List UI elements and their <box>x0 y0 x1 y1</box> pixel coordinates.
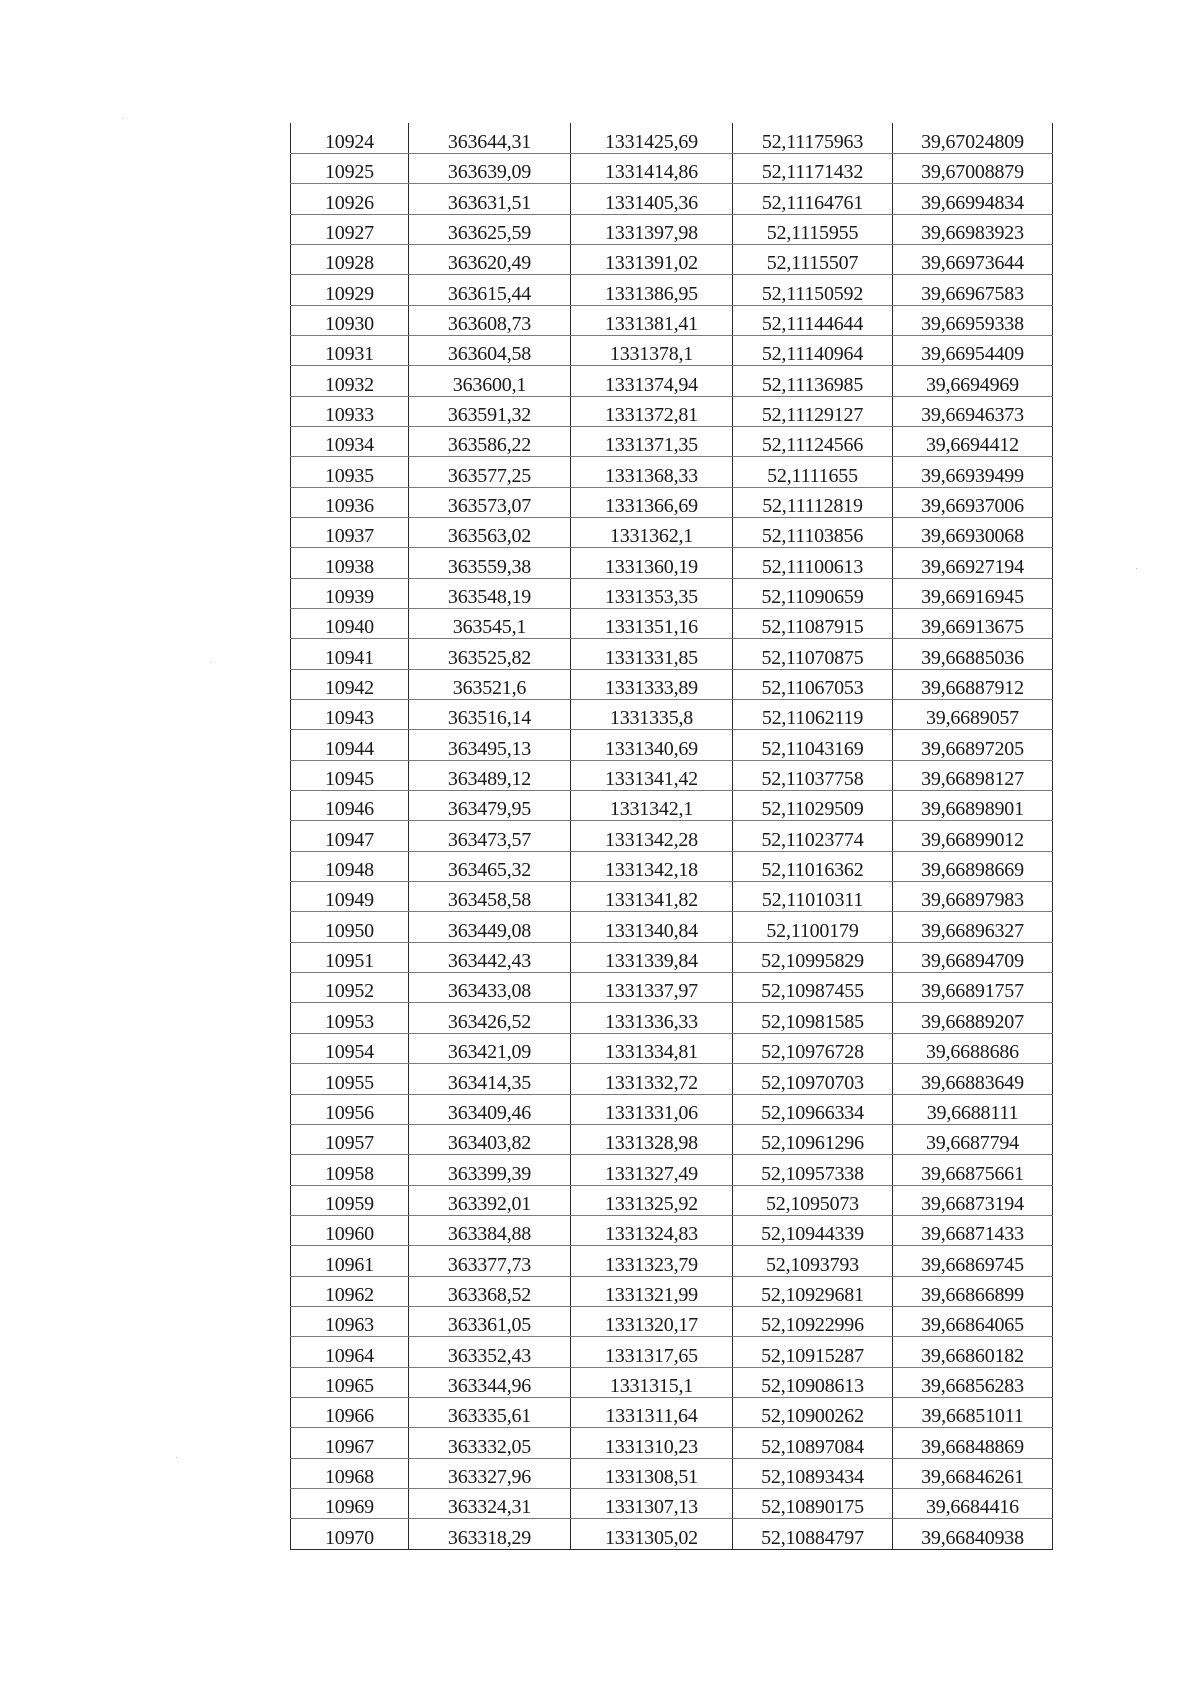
point-number-cell: 10961 <box>291 1246 409 1276</box>
longitude-cell: 39,6689057 <box>893 700 1053 730</box>
point-number-cell: 10924 <box>291 123 409 153</box>
longitude-cell: 39,66913675 <box>893 609 1053 639</box>
y-coordinate-cell: 1331342,1 <box>571 791 733 821</box>
x-coordinate-cell: 363489,12 <box>409 760 571 790</box>
point-number-cell: 10927 <box>291 214 409 244</box>
longitude-cell: 39,67024809 <box>893 123 1053 153</box>
y-coordinate-cell: 1331337,97 <box>571 973 733 1003</box>
longitude-cell: 39,66916945 <box>893 578 1053 608</box>
y-coordinate-cell: 1331334,81 <box>571 1033 733 1063</box>
table-row <box>291 973 1053 1003</box>
x-coordinate-cell: 363344,96 <box>409 1367 571 1397</box>
latitude-cell: 52,11140964 <box>733 335 893 365</box>
y-coordinate-cell: 1331325,92 <box>571 1185 733 1215</box>
table-row <box>291 1397 1053 1427</box>
y-coordinate-cell: 1331391,02 <box>571 244 733 274</box>
x-coordinate-cell: 363332,05 <box>409 1428 571 1458</box>
y-coordinate-cell: 1331341,42 <box>571 760 733 790</box>
table-row <box>291 214 1053 244</box>
latitude-cell: 52,11124566 <box>733 426 893 456</box>
longitude-cell: 39,66937006 <box>893 487 1053 517</box>
point-number-cell: 10926 <box>291 184 409 214</box>
y-coordinate-cell: 1331324,83 <box>571 1215 733 1245</box>
latitude-cell: 52,11171432 <box>733 153 893 183</box>
y-coordinate-cell: 1331331,06 <box>571 1094 733 1124</box>
y-coordinate-cell: 1331333,89 <box>571 669 733 699</box>
x-coordinate-cell: 363426,52 <box>409 1003 571 1033</box>
y-coordinate-cell: 1331307,13 <box>571 1488 733 1518</box>
y-coordinate-cell: 1331315,1 <box>571 1367 733 1397</box>
x-coordinate-cell: 363377,73 <box>409 1246 571 1276</box>
y-coordinate-cell: 1331351,16 <box>571 609 733 639</box>
point-number-cell: 10954 <box>291 1033 409 1063</box>
point-number-cell: 10953 <box>291 1003 409 1033</box>
y-coordinate-cell: 1331317,65 <box>571 1337 733 1367</box>
longitude-cell: 39,66897205 <box>893 730 1053 760</box>
y-coordinate-cell: 1331425,69 <box>571 123 733 153</box>
latitude-cell: 52,10970703 <box>733 1064 893 1094</box>
longitude-cell: 39,66930068 <box>893 517 1053 547</box>
latitude-cell: 52,1115955 <box>733 214 893 244</box>
table-row <box>291 578 1053 608</box>
point-number-cell: 10955 <box>291 1064 409 1094</box>
x-coordinate-cell: 363559,38 <box>409 548 571 578</box>
y-coordinate-cell: 1331386,95 <box>571 275 733 305</box>
x-coordinate-cell: 363473,57 <box>409 821 571 851</box>
longitude-cell: 39,66883649 <box>893 1064 1053 1094</box>
y-coordinate-cell: 1331353,35 <box>571 578 733 608</box>
y-coordinate-cell: 1331405,36 <box>571 184 733 214</box>
table-row <box>291 426 1053 456</box>
x-coordinate-cell: 363625,59 <box>409 214 571 244</box>
point-number-cell: 10962 <box>291 1276 409 1306</box>
table-row <box>291 700 1053 730</box>
longitude-cell: 39,66899012 <box>893 821 1053 851</box>
table-row <box>291 1488 1053 1518</box>
point-number-cell: 10967 <box>291 1428 409 1458</box>
y-coordinate-cell: 1331332,72 <box>571 1064 733 1094</box>
point-number-cell: 10945 <box>291 760 409 790</box>
longitude-cell: 39,66873194 <box>893 1185 1053 1215</box>
x-coordinate-cell: 363479,95 <box>409 791 571 821</box>
latitude-cell: 52,10929681 <box>733 1276 893 1306</box>
y-coordinate-cell: 1331340,69 <box>571 730 733 760</box>
longitude-cell: 39,66891757 <box>893 973 1053 1003</box>
latitude-cell: 52,10987455 <box>733 973 893 1003</box>
longitude-cell: 39,66846261 <box>893 1458 1053 1488</box>
latitude-cell: 52,10893434 <box>733 1458 893 1488</box>
longitude-cell: 39,66848869 <box>893 1428 1053 1458</box>
y-coordinate-cell: 1331341,82 <box>571 882 733 912</box>
latitude-cell: 52,10976728 <box>733 1033 893 1063</box>
y-coordinate-cell: 1331414,86 <box>571 153 733 183</box>
point-number-cell: 10934 <box>291 426 409 456</box>
scan-speck <box>1136 568 1137 569</box>
latitude-cell: 52,11016362 <box>733 851 893 881</box>
table-row <box>291 1064 1053 1094</box>
x-coordinate-cell: 363421,09 <box>409 1033 571 1063</box>
scan-speck <box>122 118 123 119</box>
y-coordinate-cell: 1331328,98 <box>571 1124 733 1154</box>
x-coordinate-cell: 363318,29 <box>409 1519 571 1549</box>
longitude-cell: 39,66864065 <box>893 1306 1053 1336</box>
longitude-cell: 39,66871433 <box>893 1215 1053 1245</box>
longitude-cell: 39,6694412 <box>893 426 1053 456</box>
table-row <box>291 669 1053 699</box>
y-coordinate-cell: 1331339,84 <box>571 942 733 972</box>
latitude-cell: 52,10995829 <box>733 942 893 972</box>
y-coordinate-cell: 1331340,84 <box>571 912 733 942</box>
latitude-cell: 52,11062119 <box>733 700 893 730</box>
y-coordinate-cell: 1331310,23 <box>571 1428 733 1458</box>
table-row <box>291 244 1053 274</box>
latitude-cell: 52,10908613 <box>733 1367 893 1397</box>
point-number-cell: 10950 <box>291 912 409 942</box>
longitude-cell: 39,66896327 <box>893 912 1053 942</box>
y-coordinate-cell: 1331374,94 <box>571 366 733 396</box>
y-coordinate-cell: 1331320,17 <box>571 1306 733 1336</box>
longitude-cell: 39,66994834 <box>893 184 1053 214</box>
latitude-cell: 52,11087915 <box>733 609 893 639</box>
point-number-cell: 10938 <box>291 548 409 578</box>
x-coordinate-cell: 363521,6 <box>409 669 571 699</box>
longitude-cell: 39,66983923 <box>893 214 1053 244</box>
table-row <box>291 851 1053 881</box>
table-row <box>291 821 1053 851</box>
x-coordinate-cell: 363409,46 <box>409 1094 571 1124</box>
table-row <box>291 487 1053 517</box>
latitude-cell: 52,11029509 <box>733 791 893 821</box>
point-number-cell: 10943 <box>291 700 409 730</box>
table-row <box>291 305 1053 335</box>
x-coordinate-cell: 363620,49 <box>409 244 571 274</box>
longitude-cell: 39,6687794 <box>893 1124 1053 1154</box>
point-number-cell: 10930 <box>291 305 409 335</box>
point-number-cell: 10944 <box>291 730 409 760</box>
table-row <box>291 1185 1053 1215</box>
point-number-cell: 10965 <box>291 1367 409 1397</box>
longitude-cell: 39,66939499 <box>893 457 1053 487</box>
x-coordinate-cell: 363495,13 <box>409 730 571 760</box>
point-number-cell: 10969 <box>291 1488 409 1518</box>
x-coordinate-cell: 363644,31 <box>409 123 571 153</box>
longitude-cell: 39,66967583 <box>893 275 1053 305</box>
x-coordinate-cell: 363608,73 <box>409 305 571 335</box>
table-row <box>291 1519 1053 1549</box>
table-row <box>291 1215 1053 1245</box>
latitude-cell: 52,11023774 <box>733 821 893 851</box>
x-coordinate-cell: 363615,44 <box>409 275 571 305</box>
point-number-cell: 10933 <box>291 396 409 426</box>
latitude-cell: 52,11090659 <box>733 578 893 608</box>
y-coordinate-cell: 1331368,33 <box>571 457 733 487</box>
point-number-cell: 10937 <box>291 517 409 547</box>
latitude-cell: 52,11100613 <box>733 548 893 578</box>
longitude-cell: 39,66954409 <box>893 335 1053 365</box>
longitude-cell: 39,67008879 <box>893 153 1053 183</box>
table-row <box>291 791 1053 821</box>
point-number-cell: 10925 <box>291 153 409 183</box>
longitude-cell: 39,66889207 <box>893 1003 1053 1033</box>
point-number-cell: 10928 <box>291 244 409 274</box>
table-row <box>291 1276 1053 1306</box>
longitude-cell: 39,66959338 <box>893 305 1053 335</box>
longitude-cell: 39,66898901 <box>893 791 1053 821</box>
latitude-cell: 52,10884797 <box>733 1519 893 1549</box>
table-row <box>291 1124 1053 1154</box>
y-coordinate-cell: 1331366,69 <box>571 487 733 517</box>
point-number-cell: 10956 <box>291 1094 409 1124</box>
latitude-cell: 52,10922996 <box>733 1306 893 1336</box>
longitude-cell: 39,6688686 <box>893 1033 1053 1063</box>
longitude-cell: 39,66851011 <box>893 1397 1053 1427</box>
table-row <box>291 1003 1053 1033</box>
table-row <box>291 153 1053 183</box>
point-number-cell: 10932 <box>291 366 409 396</box>
x-coordinate-cell: 363449,08 <box>409 912 571 942</box>
latitude-cell: 52,10897084 <box>733 1428 893 1458</box>
x-coordinate-cell: 363639,09 <box>409 153 571 183</box>
latitude-cell: 52,11043169 <box>733 730 893 760</box>
table-row <box>291 275 1053 305</box>
longitude-cell: 39,66897983 <box>893 882 1053 912</box>
point-number-cell: 10952 <box>291 973 409 1003</box>
x-coordinate-cell: 363465,32 <box>409 851 571 881</box>
x-coordinate-cell: 363384,88 <box>409 1215 571 1245</box>
table-row <box>291 1337 1053 1367</box>
latitude-cell: 52,1100179 <box>733 912 893 942</box>
latitude-cell: 52,10966334 <box>733 1094 893 1124</box>
table-row <box>291 912 1053 942</box>
longitude-cell: 39,66875661 <box>893 1155 1053 1185</box>
longitude-cell: 39,66866899 <box>893 1276 1053 1306</box>
coordinates-table-body <box>291 123 1053 1549</box>
x-coordinate-cell: 363399,39 <box>409 1155 571 1185</box>
latitude-cell: 52,10890175 <box>733 1488 893 1518</box>
y-coordinate-cell: 1331342,18 <box>571 851 733 881</box>
table-row <box>291 882 1053 912</box>
point-number-cell: 10959 <box>291 1185 409 1215</box>
latitude-cell: 52,11164761 <box>733 184 893 214</box>
scan-speck <box>176 1457 177 1458</box>
y-coordinate-cell: 1331331,85 <box>571 639 733 669</box>
x-coordinate-cell: 363516,14 <box>409 700 571 730</box>
x-coordinate-cell: 363324,31 <box>409 1488 571 1518</box>
table-row <box>291 1367 1053 1397</box>
latitude-cell: 52,10900262 <box>733 1397 893 1427</box>
point-number-cell: 10947 <box>291 821 409 851</box>
latitude-cell: 52,10915287 <box>733 1337 893 1367</box>
table-row <box>291 1306 1053 1336</box>
table-row <box>291 366 1053 396</box>
latitude-cell: 52,1115507 <box>733 244 893 274</box>
point-number-cell: 10949 <box>291 882 409 912</box>
table-row <box>291 396 1053 426</box>
table-row <box>291 517 1053 547</box>
latitude-cell: 52,1095073 <box>733 1185 893 1215</box>
x-coordinate-cell: 363352,43 <box>409 1337 571 1367</box>
y-coordinate-cell: 1331323,79 <box>571 1246 733 1276</box>
x-coordinate-cell: 363631,51 <box>409 184 571 214</box>
y-coordinate-cell: 1331360,19 <box>571 548 733 578</box>
coordinates-table <box>290 123 1053 1550</box>
latitude-cell: 52,10981585 <box>733 1003 893 1033</box>
table-row <box>291 1155 1053 1185</box>
x-coordinate-cell: 363368,52 <box>409 1276 571 1306</box>
latitude-cell: 52,10961296 <box>733 1124 893 1154</box>
x-coordinate-cell: 363563,02 <box>409 517 571 547</box>
table-row <box>291 639 1053 669</box>
table-row <box>291 942 1053 972</box>
table-row <box>291 1458 1053 1488</box>
longitude-cell: 39,66894709 <box>893 942 1053 972</box>
latitude-cell: 52,11103856 <box>733 517 893 547</box>
y-coordinate-cell: 1331327,49 <box>571 1155 733 1185</box>
longitude-cell: 39,66898669 <box>893 851 1053 881</box>
point-number-cell: 10948 <box>291 851 409 881</box>
point-number-cell: 10940 <box>291 609 409 639</box>
y-coordinate-cell: 1331381,41 <box>571 305 733 335</box>
point-number-cell: 10964 <box>291 1337 409 1367</box>
point-number-cell: 10958 <box>291 1155 409 1185</box>
longitude-cell: 39,66927194 <box>893 548 1053 578</box>
y-coordinate-cell: 1331362,1 <box>571 517 733 547</box>
longitude-cell: 39,66887912 <box>893 669 1053 699</box>
latitude-cell: 52,11129127 <box>733 396 893 426</box>
y-coordinate-cell: 1331378,1 <box>571 335 733 365</box>
x-coordinate-cell: 363403,82 <box>409 1124 571 1154</box>
table-row <box>291 548 1053 578</box>
y-coordinate-cell: 1331321,99 <box>571 1276 733 1306</box>
x-coordinate-cell: 363525,82 <box>409 639 571 669</box>
x-coordinate-cell: 363335,61 <box>409 1397 571 1427</box>
point-number-cell: 10968 <box>291 1458 409 1488</box>
x-coordinate-cell: 363577,25 <box>409 457 571 487</box>
point-number-cell: 10929 <box>291 275 409 305</box>
y-coordinate-cell: 1331308,51 <box>571 1458 733 1488</box>
table-row <box>291 457 1053 487</box>
x-coordinate-cell: 363604,58 <box>409 335 571 365</box>
x-coordinate-cell: 363591,32 <box>409 396 571 426</box>
table-row <box>291 609 1053 639</box>
point-number-cell: 10957 <box>291 1124 409 1154</box>
table-row <box>291 760 1053 790</box>
table-row <box>291 1033 1053 1063</box>
point-number-cell: 10936 <box>291 487 409 517</box>
longitude-cell: 39,66946373 <box>893 396 1053 426</box>
x-coordinate-cell: 363392,01 <box>409 1185 571 1215</box>
latitude-cell: 52,11037758 <box>733 760 893 790</box>
point-number-cell: 10942 <box>291 669 409 699</box>
point-number-cell: 10966 <box>291 1397 409 1427</box>
x-coordinate-cell: 363548,19 <box>409 578 571 608</box>
x-coordinate-cell: 363433,08 <box>409 973 571 1003</box>
table-row <box>291 730 1053 760</box>
longitude-cell: 39,66898127 <box>893 760 1053 790</box>
scan-speck <box>210 662 211 663</box>
latitude-cell: 52,10957338 <box>733 1155 893 1185</box>
y-coordinate-cell: 1331342,28 <box>571 821 733 851</box>
latitude-cell: 52,11067053 <box>733 669 893 699</box>
longitude-cell: 39,6694969 <box>893 366 1053 396</box>
latitude-cell: 52,11136985 <box>733 366 893 396</box>
x-coordinate-cell: 363458,58 <box>409 882 571 912</box>
point-number-cell: 10946 <box>291 791 409 821</box>
point-number-cell: 10960 <box>291 1215 409 1245</box>
y-coordinate-cell: 1331372,81 <box>571 396 733 426</box>
y-coordinate-cell: 1331335,8 <box>571 700 733 730</box>
y-coordinate-cell: 1331305,02 <box>571 1519 733 1549</box>
longitude-cell: 39,66860182 <box>893 1337 1053 1367</box>
x-coordinate-cell: 363545,1 <box>409 609 571 639</box>
x-coordinate-cell: 363414,35 <box>409 1064 571 1094</box>
x-coordinate-cell: 363573,07 <box>409 487 571 517</box>
point-number-cell: 10963 <box>291 1306 409 1336</box>
x-coordinate-cell: 363586,22 <box>409 426 571 456</box>
table-row <box>291 1428 1053 1458</box>
table-row <box>291 184 1053 214</box>
latitude-cell: 52,11144644 <box>733 305 893 335</box>
latitude-cell: 52,1093793 <box>733 1246 893 1276</box>
y-coordinate-cell: 1331397,98 <box>571 214 733 244</box>
y-coordinate-cell: 1331371,35 <box>571 426 733 456</box>
table-row <box>291 1094 1053 1124</box>
latitude-cell: 52,11112819 <box>733 487 893 517</box>
latitude-cell: 52,11175963 <box>733 123 893 153</box>
y-coordinate-cell: 1331336,33 <box>571 1003 733 1033</box>
point-number-cell: 10931 <box>291 335 409 365</box>
point-number-cell: 10951 <box>291 942 409 972</box>
point-number-cell: 10941 <box>291 639 409 669</box>
table-row <box>291 1246 1053 1276</box>
longitude-cell: 39,6688111 <box>893 1094 1053 1124</box>
point-number-cell: 10935 <box>291 457 409 487</box>
longitude-cell: 39,66856283 <box>893 1367 1053 1397</box>
longitude-cell: 39,66973644 <box>893 244 1053 274</box>
latitude-cell: 52,11010311 <box>733 882 893 912</box>
x-coordinate-cell: 363442,43 <box>409 942 571 972</box>
latitude-cell: 52,11150592 <box>733 275 893 305</box>
y-coordinate-cell: 1331311,64 <box>571 1397 733 1427</box>
table-row <box>291 335 1053 365</box>
longitude-cell: 39,66840938 <box>893 1519 1053 1549</box>
latitude-cell: 52,11070875 <box>733 639 893 669</box>
x-coordinate-cell: 363361,05 <box>409 1306 571 1336</box>
longitude-cell: 39,66885036 <box>893 639 1053 669</box>
latitude-cell: 52,10944339 <box>733 1215 893 1245</box>
point-number-cell: 10970 <box>291 1519 409 1549</box>
longitude-cell: 39,6684416 <box>893 1488 1053 1518</box>
x-coordinate-cell: 363600,1 <box>409 366 571 396</box>
x-coordinate-cell: 363327,96 <box>409 1458 571 1488</box>
longitude-cell: 39,66869745 <box>893 1246 1053 1276</box>
table-row <box>291 123 1053 153</box>
point-number-cell: 10939 <box>291 578 409 608</box>
latitude-cell: 52,1111655 <box>733 457 893 487</box>
